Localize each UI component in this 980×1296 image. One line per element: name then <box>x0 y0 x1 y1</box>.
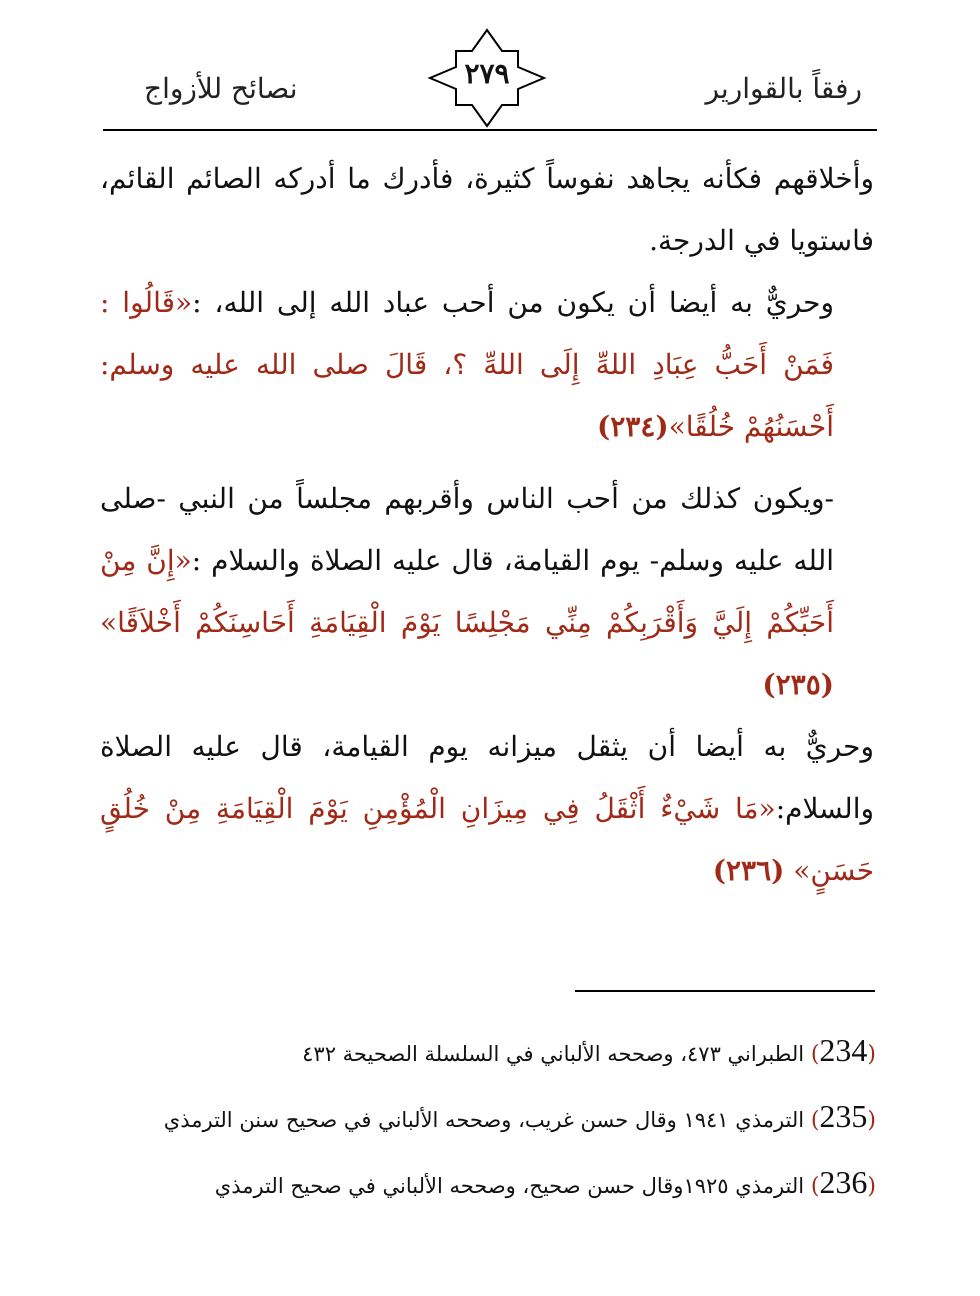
page-number: ٢٧٩ <box>464 57 510 90</box>
footnote-open-paren: ( <box>867 1174 876 1199</box>
footnote-number: 236 <box>819 1164 868 1200</box>
footnote-open-paren: ( <box>867 1042 876 1067</box>
paragraph-3 <box>100 468 874 716</box>
section-title: نصائح للأزواج <box>144 72 298 105</box>
header-rule <box>103 129 877 131</box>
main-text <box>100 148 874 902</box>
footnote-234 <box>100 1025 876 1091</box>
page-header <box>0 0 980 140</box>
footnote-close-paren: ) <box>810 1174 820 1199</box>
hadith-quote-3: «مَا شَيْءٌ أَثْقَلُ فِي مِيزَانِ الْمُؤْمِنِ يَوْمَ الْقِيَامَةِ مِنْ خُلُقٍ حَسَنٍ» <box>100 792 874 887</box>
paragraph-4-intro: وحريٌّ به أيضا أن يثقل ميزانه يوم القيامة، قال عليه الصلاة والسلام: <box>100 730 874 825</box>
hadith-quote-1: «قَالُوا : فَمَنْ أَحَبُّ عِبَادِ اللهِّ إِلَى اللهِّ ؟، قَالَ صلى الله عليه وسلم: أَحْسَنُهُمْ خُلُقًا» <box>100 286 834 443</box>
footnote-separator <box>575 990 875 992</box>
footnote-236 <box>100 1157 876 1223</box>
footnotes <box>100 1025 876 1223</box>
paragraph-1: وأخلاقهم فكأنه يجاهد نفوساً كثيرة، فأدرك ما أدركه الصائم القائم، فاستويا في الدرجة. <box>100 162 874 257</box>
footnote-ref-236: (٢٣٦) <box>712 854 785 887</box>
book-title: رفقاً بالقوارير <box>705 72 862 105</box>
footnote-number: 234 <box>819 1032 868 1068</box>
paragraph-4 <box>100 716 874 902</box>
paragraph-3-intro: -ويكون كذلك من أحب الناس وأقربهم مجلساً من النبي -صلى الله عليه وسلم- يوم القيامة، قال عليه الصلاة والسلام : <box>100 482 834 577</box>
paragraph-2 <box>100 272 874 458</box>
hadith-quote-2: «إِنَّ مِنْ أَحَبِّكُمْ إِلَيَّ وَأَقْرَبِكُمْ مِنِّي مَجْلِسًا يَوْمَ الْقِيَامَةِ أَحَاسِنَكُمْ أَخْلاَقًا» <box>100 544 834 639</box>
footnote-text: الترمذي ١٩٢٥وقال حسن صحيح، وصححه الألباني في صحيح الترمذي <box>214 1174 805 1198</box>
footnote-ref-235: (٢٣٥) <box>762 668 834 701</box>
footnote-text: الترمذي ١٩٤١ وقال حسن غريب، وصححه الألباني في صحيح سنن الترمذي <box>163 1108 805 1132</box>
paragraph-2-intro: وحريٌّ به أيضا أن يكون من أحب عباد الله إلى الله، : <box>192 286 834 319</box>
footnote-close-paren: ) <box>810 1108 820 1133</box>
footnote-open-paren: ( <box>867 1108 876 1133</box>
footnote-number: 235 <box>819 1098 868 1134</box>
footnote-close-paren: ) <box>810 1042 820 1067</box>
footnote-text: الطبراني ٤٧٣، وصححه الألباني في السلسلة الصحيحة ٤٣٢ <box>302 1042 805 1066</box>
page-number-badge <box>426 27 548 129</box>
footnote-ref-234: (٢٣٤) <box>597 410 669 443</box>
footnote-235 <box>100 1091 876 1157</box>
